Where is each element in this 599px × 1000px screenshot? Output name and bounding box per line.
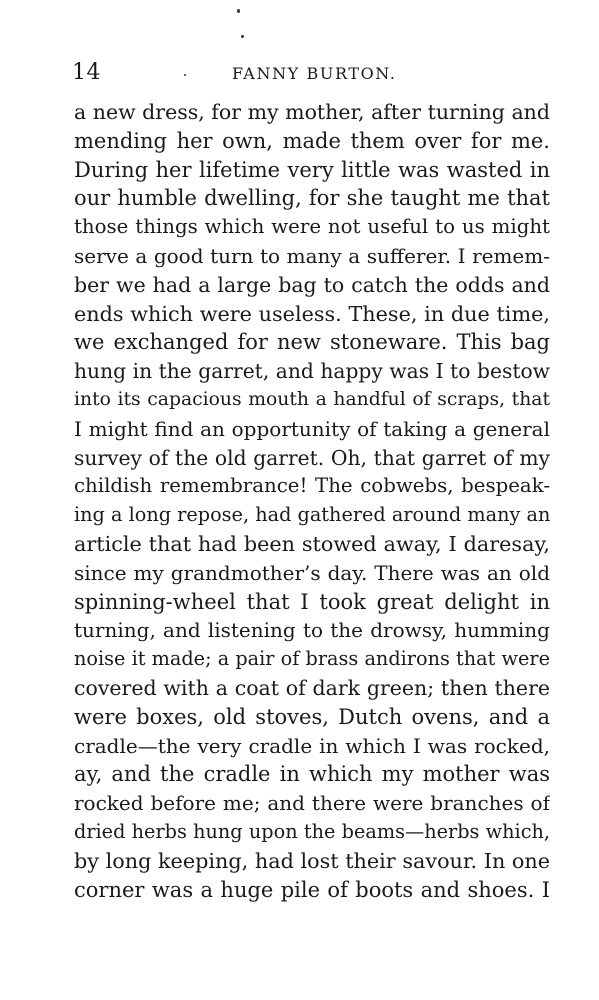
text-line: since my grandmother’s day. There was an old bbox=[74, 560, 550, 585]
text-line: corner was a huge pile of boots and shoes. I bbox=[74, 877, 550, 902]
text-line: turning, and listening to the drowsy, humming bbox=[74, 618, 550, 643]
text-line: article that had been stowed away, I daresay, bbox=[74, 531, 550, 556]
text-line: our humble dwelling, for she taught me that bbox=[74, 186, 550, 211]
text-line: ber we had a large bag to catch the odds and bbox=[74, 272, 550, 297]
text-line: spinning-wheel that I took great delight in bbox=[74, 589, 550, 614]
text-line: we exchanged for new stoneware. This bag bbox=[74, 330, 550, 355]
body-text bbox=[74, 98, 550, 904]
text-line: childish remembrance! The cobwebs, bespeak- bbox=[74, 474, 550, 498]
text-line: by long keeping, had lost their savour. In one bbox=[74, 848, 550, 873]
text-line: During her lifetime very little was wasted in bbox=[74, 157, 550, 182]
text-line: ing a long repose, had gathered around many an bbox=[74, 503, 550, 527]
page-header bbox=[72, 58, 550, 88]
text-line: a new dress, for my mother, after turning and bbox=[74, 100, 550, 124]
text-line: serve a good turn to many a sufferer. I remem- bbox=[74, 243, 550, 268]
text-line: ends which were useless. These, in due time, bbox=[74, 301, 550, 326]
text-line: covered with a coat of dark green; then there bbox=[74, 675, 550, 700]
text-line: ay, and the cradle in which my mother was bbox=[74, 762, 550, 787]
page-number: 14 bbox=[72, 60, 101, 85]
text-line: into its capacious mouth a handful of scraps, that bbox=[74, 388, 550, 410]
text-line: survey of the old garret. Oh, that garret of my bbox=[74, 445, 550, 470]
text-line: cradle—the very cradle in which I was rocked, bbox=[74, 733, 550, 758]
text-line: rocked before me; and there were branches of bbox=[74, 791, 550, 816]
text-line: noise it made; a pair of brass andirons that were bbox=[74, 647, 550, 671]
ink-speck bbox=[241, 35, 244, 38]
text-line: hung in the garret, and happy was I to bestow bbox=[74, 359, 550, 384]
ink-speck bbox=[237, 9, 240, 13]
text-line: dried herbs hung upon the beams—herbs which, bbox=[74, 819, 550, 843]
text-line: mending her own, made them over for me. bbox=[74, 128, 550, 153]
text-line: those things which were not useful to us might bbox=[74, 215, 550, 239]
running-title: FANNY BURTON. bbox=[232, 64, 397, 83]
text-line: were boxes, old stoves, Dutch ovens, and a bbox=[74, 704, 550, 729]
text-line: I might find an opportunity of taking a general bbox=[74, 416, 550, 441]
